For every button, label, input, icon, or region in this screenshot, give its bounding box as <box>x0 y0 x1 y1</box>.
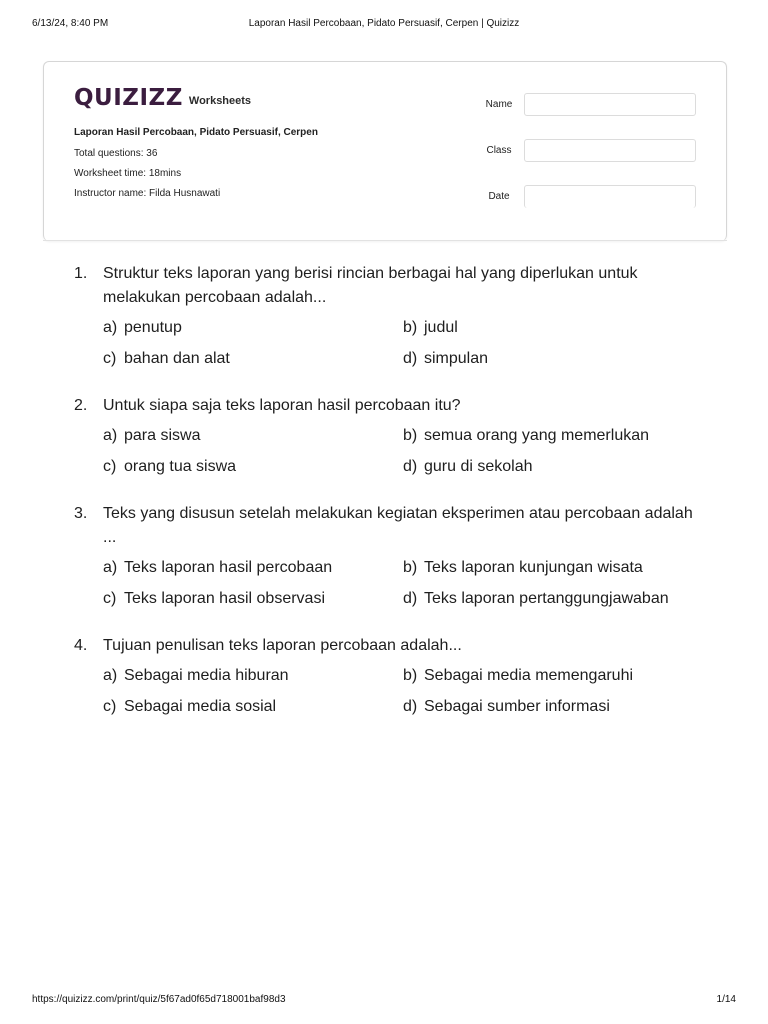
worksheet-title: Laporan Hasil Percobaan, Pidato Persuasif, Cerpen <box>74 127 318 138</box>
option-letter: c) <box>103 458 117 475</box>
question-4 <box>74 634 704 719</box>
option-text: bahan dan alat <box>124 350 230 367</box>
question-list <box>74 262 704 719</box>
option-c <box>103 455 403 479</box>
option-text: Sebagai sumber informasi <box>424 698 610 715</box>
options <box>103 424 704 479</box>
option-text: Teks laporan pertanggungjawaban <box>424 590 669 607</box>
option-text: para siswa <box>124 427 201 444</box>
option-text: guru di sekolah <box>424 458 533 475</box>
option-text: Teks laporan kunjungan wisata <box>424 559 643 576</box>
option-text: Sebagai media hiburan <box>124 667 289 684</box>
option-a <box>103 424 403 448</box>
option-text: penutup <box>124 319 182 336</box>
option-text: Sebagai media memengaruhi <box>424 667 634 684</box>
product-label: Worksheets <box>188 95 252 107</box>
print-datetime: 6/13/24, 8:40 PM <box>32 18 109 29</box>
option-letter: b) <box>403 427 418 444</box>
class-label: Class <box>486 145 512 156</box>
name-input-box[interactable] <box>524 93 696 116</box>
option-d <box>403 695 703 719</box>
brand <box>74 86 251 110</box>
option-a <box>103 664 403 688</box>
name-label: Name <box>485 99 513 110</box>
option-c <box>103 695 403 719</box>
option-letter: c) <box>103 350 117 367</box>
option-d <box>403 347 703 371</box>
option-a <box>103 556 403 580</box>
option-text: judul <box>424 319 458 336</box>
option-letter: c) <box>103 698 117 715</box>
option-b <box>403 664 703 688</box>
option-text: semua orang yang memerlukan <box>424 427 650 444</box>
option-c <box>103 587 403 611</box>
question-number: 3. <box>74 505 88 522</box>
option-text: Teks laporan hasil observasi <box>124 590 325 607</box>
print-footer <box>32 994 736 1008</box>
option-letter: a) <box>103 559 118 576</box>
question-text: Struktur teks laporan yang berisi rincian berbagai hal yang diperlukan untuk melakukan percobaan adalah... <box>103 265 638 306</box>
quizizz-logo: QUIZIZZ <box>74 85 183 111</box>
date-input-box[interactable] <box>524 185 696 208</box>
option-text: simpulan <box>424 350 489 367</box>
question-number: 1. <box>74 265 88 282</box>
date-field <box>474 185 696 208</box>
option-text: Teks laporan hasil percobaan <box>124 559 333 576</box>
question-3 <box>74 502 704 611</box>
option-letter: b) <box>403 559 418 576</box>
question-text: Tujuan penulisan teks laporan percobaan adalah... <box>103 637 462 654</box>
worksheet-meta <box>74 126 324 207</box>
option-text: orang tua siswa <box>124 458 237 475</box>
date-label: Date <box>488 191 510 202</box>
option-letter: d) <box>403 698 418 715</box>
class-field <box>474 139 696 162</box>
option-text: Sebagai media sosial <box>124 698 277 715</box>
option-letter: a) <box>103 667 118 684</box>
worksheet-header-card <box>43 61 727 241</box>
print-header <box>32 18 736 32</box>
instructor-name: Instructor name: Filda Husnawati <box>74 188 221 199</box>
option-d <box>403 455 703 479</box>
option-letter: d) <box>403 458 418 475</box>
class-input-box[interactable] <box>524 139 696 162</box>
total-questions: Total questions: 36 <box>74 148 158 159</box>
page-number: 1/14 <box>716 994 736 1005</box>
option-c <box>103 347 403 371</box>
question-text: Teks yang disusun setelah melakukan kegiatan eksperimen atau percobaan adalah ... <box>103 505 693 546</box>
options <box>103 316 704 371</box>
option-letter: c) <box>103 590 117 607</box>
page-url: https://quizizz.com/print/quiz/5f67ad0f65d718001baf98d3 <box>32 994 286 1005</box>
option-letter: a) <box>103 427 118 444</box>
options <box>103 664 704 719</box>
options <box>103 556 704 611</box>
option-b <box>403 424 703 448</box>
option-letter: b) <box>403 319 418 336</box>
question-text: Untuk siapa saja teks laporan hasil percobaan itu? <box>103 397 461 414</box>
option-a <box>103 316 403 340</box>
question-2 <box>74 394 704 479</box>
name-field <box>474 93 696 116</box>
option-letter: d) <box>403 350 418 367</box>
option-b <box>403 316 703 340</box>
option-b <box>403 556 703 580</box>
print-page-title: Laporan Hasil Percobaan, Pidato Persuasif, Cerpen | Quizizz <box>248 18 520 29</box>
option-letter: a) <box>103 319 118 336</box>
question-number: 2. <box>74 397 88 414</box>
question-number: 4. <box>74 637 88 654</box>
option-d <box>403 587 703 611</box>
option-letter: d) <box>403 590 418 607</box>
option-letter: b) <box>403 667 418 684</box>
question-1 <box>74 262 704 371</box>
worksheet-time: Worksheet time: 18mins <box>74 168 182 179</box>
